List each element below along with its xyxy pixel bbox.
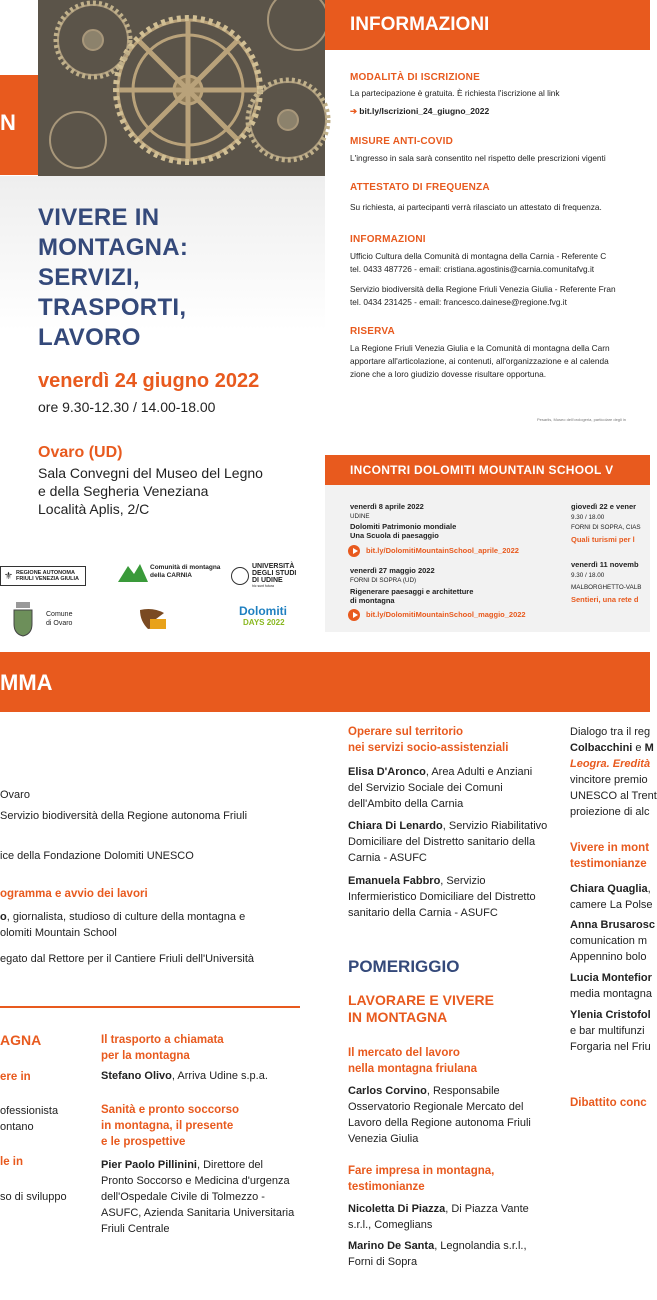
event-title-line: Rigenerare paesaggi e architetture [350, 587, 474, 596]
comune-line: Comune [46, 611, 73, 618]
speaker-name: Anna Brusarosc [570, 919, 655, 931]
speaker-name: Pier Paolo Pillinini [101, 1159, 197, 1171]
heading-line: IN MONTAGNA [348, 1009, 448, 1025]
info-text: Ufficio Cultura della Comunità di montagna della Carnia - Referente C [350, 251, 607, 261]
event-date: giovedì 22 e vener [571, 502, 637, 511]
program-block [570, 881, 653, 913]
program-line: ontano [0, 1121, 34, 1133]
speaker-name: Lucia Montefior [570, 972, 652, 984]
program-heading [101, 1102, 239, 1150]
event-link-text[interactable]: bit.ly/DolomitiMountainSchool_aprile_2022 [366, 545, 519, 555]
program-heading [348, 1045, 477, 1077]
seal-icon [231, 567, 249, 585]
program-block [348, 818, 547, 866]
program-block [570, 970, 652, 1002]
program-line: Dialogo tra il reg [570, 726, 651, 738]
speaker-name: o [0, 911, 7, 923]
heading-line: Operare sul territorio [348, 726, 464, 738]
hero-photo-gears [38, 0, 325, 176]
speaker-role: dell'Ospedale Civile di Tolmezzo - [101, 1191, 265, 1203]
info-text: tel. 0433 487726 - email: cristiana.agostinis@carnia.comunitafvg.it [350, 264, 595, 274]
speaker-name: Elisa D'Aronco [348, 766, 426, 778]
speaker-role: Forgaria nel Friu [570, 1041, 651, 1053]
program-line: vincitore premio [570, 774, 648, 786]
event-hours: 9.30 / 18.00 [571, 514, 605, 521]
logo-dolomiti-days [239, 604, 287, 627]
event-date: venerdì 8 aprile 2022 [350, 502, 424, 511]
section-divider [0, 1006, 300, 1008]
info-text: apportare all'articolazione, ai contenuti, all'organizzazione e al calenda [350, 356, 609, 366]
event-date: venerdì 27 maggio 2022 [350, 566, 435, 575]
speaker-role: , giornalista, studioso di culture della montagna e [6, 911, 246, 923]
program-heading: le in [0, 1156, 24, 1168]
speaker-name: Nicoletta Di Piazza [348, 1203, 446, 1215]
pomeriggio-heading: POMERIGGIO [348, 957, 460, 976]
logo-uniud [231, 563, 296, 589]
program-line [0, 909, 245, 925]
speaker-name: Chiara Di Lenardo [348, 820, 443, 832]
uniud-line: DI UDINE [252, 577, 283, 584]
uniud-motto: hic sunt futura [252, 584, 274, 588]
event-place: MALBORGHETTO-VALB [571, 584, 642, 591]
speaker-role: Osservatorio Regionale Mercato del [348, 1101, 524, 1113]
speaker-role: camere La Polse [570, 899, 653, 911]
program-heading: ogramma e avvio dei lavori [0, 888, 148, 900]
speaker-role: Forni di Sopra [348, 1256, 418, 1268]
program-line: Ovaro [0, 789, 30, 801]
speaker-role: ASUFC, Azienda Sanitaria Universitaria [101, 1207, 295, 1219]
event-title [350, 587, 473, 605]
event-title-line: di montagna [350, 596, 395, 605]
info-heading-iscrizione: MODALITÀ DI ISCRIZIONE [350, 72, 480, 83]
program-heading [570, 840, 649, 872]
program-block [348, 873, 536, 921]
photo-credit: Pesariis, Museo dell'orologeria, particolare degli in [537, 417, 627, 422]
event-title [38, 203, 318, 353]
speaker-name: M [644, 742, 654, 754]
program-heading [348, 724, 508, 756]
program-line: ice della Fondazione Dolomiti UNESCO [0, 850, 194, 862]
program-line: egato dal Rettore per il Cantiere Friuli dell'Università [0, 953, 254, 965]
programma-header-title: MMA [0, 670, 53, 695]
logo-comune-ovaro [12, 602, 72, 636]
heading-line: Sanità e pronto soccorso [101, 1104, 240, 1116]
info-heading-covid: MISURE ANTI-COVID [350, 136, 454, 147]
event-link-text[interactable]: bit.ly/DolomitiMountainSchool_maggio_2022 [366, 609, 526, 619]
program-line [101, 1068, 268, 1084]
info-heading-riserva: RISERVA [350, 326, 395, 337]
dolomiti-word: Dolomiti [239, 604, 287, 618]
incontri-header-title: INCONTRI DOLOMITI MOUNTAIN SCHOOL V [350, 463, 614, 477]
registration-link-text[interactable]: bit.ly/Iscrizioni_24_giugno_2022 [359, 106, 490, 116]
eagle-icon: ⚜ [4, 570, 13, 582]
speaker-role: Lavoro della Regione autonoma Friuli [348, 1117, 531, 1129]
event-hours: ore 9.30-12.30 / 14.00-18.00 [38, 399, 216, 415]
info-heading-informazioni: INFORMAZIONI [350, 234, 426, 245]
speaker-name: Colbacchini [570, 742, 633, 754]
carnia-line: della CARNIA [150, 572, 192, 579]
event-date: venerdì 11 novemb [571, 560, 639, 569]
info-heading-attestato: ATTESTATO DI FREQUENZA [350, 182, 490, 193]
logo-parco-dolomiti-friulane [138, 607, 168, 632]
program-block [348, 764, 532, 812]
program-block [101, 1157, 294, 1237]
title-line: LAVORO [38, 324, 141, 351]
speaker-role: Friuli Centrale [101, 1223, 170, 1235]
left-tab-letter: N [0, 110, 16, 135]
speaker-role: media montagna [570, 988, 652, 1000]
event-link[interactable]: Sentieri, una rete d [571, 595, 639, 604]
speaker-role: , Servizio [440, 875, 486, 887]
program-heading: Dibattito conc [570, 1097, 647, 1109]
heading-line: nella montagna friulana [348, 1063, 478, 1075]
info-text: L'ingresso in sala sarà consentito nel rispetto delle prescrizioni vigenti [350, 153, 606, 163]
event-link[interactable] [348, 545, 519, 557]
speaker-role: , Servizio Riabilitativo [442, 820, 548, 832]
program-line: olomiti Mountain School [0, 927, 117, 939]
info-text: Servizio biodiversità della Regione Friuli Venezia Giulia - Referente Fran [350, 284, 616, 294]
speaker-role: , [647, 883, 651, 895]
comune-line: di Ovaro [46, 620, 73, 627]
eagle-logo-icon [138, 607, 168, 632]
arrow-right-icon: ➔ [350, 106, 360, 116]
info-header-title: INFORMAZIONI [350, 14, 490, 35]
event-place: UDINE [350, 513, 370, 520]
event-hours: 9.30 / 18.00 [571, 572, 605, 579]
info-text: zione che a loro giudizio dovesse risultare opportuna. [350, 369, 547, 379]
heading-line: per la montagna [101, 1050, 190, 1062]
logo-carnia [118, 562, 220, 582]
event-title-line: Una Scuola di paesaggio [350, 531, 439, 540]
event-place: FORNI DI SOPRA (UD) [350, 577, 417, 584]
program-line: proiezione di alc [570, 806, 650, 818]
connector: e [632, 742, 645, 754]
event-link[interactable] [348, 609, 526, 621]
coat-of-arms-icon [12, 602, 34, 636]
mountains-icon [118, 562, 148, 582]
info-header [325, 0, 650, 50]
speaker-role: , Arriva Udine s.p.a. [171, 1070, 268, 1082]
speaker-name: Carlos Corvino [348, 1085, 427, 1097]
program-line: UNESCO al Trent [570, 790, 657, 802]
speaker-name: Ylenia Cristofol [570, 1009, 651, 1021]
event-place: FORNI DI SOPRA, CIAS [571, 524, 641, 531]
speaker-name: Marino De Santa [348, 1240, 435, 1252]
speaker-role: , Area Adulti e Anziani [425, 766, 533, 778]
speaker-role: sanitario della Carnia - ASUFC [348, 907, 498, 919]
uniud-line: UNIVERSITÀ [252, 563, 295, 570]
title-line: MONTAGNA: [38, 234, 189, 261]
heading-line: in montagna, il presente [101, 1120, 234, 1132]
left-orange-tab [0, 75, 38, 175]
section-heading [348, 992, 494, 1026]
title-line: TRASPORTI, [38, 294, 187, 321]
speaker-name: Chiara Quaglia [570, 883, 648, 895]
speaker-name: Stefano Olivo [101, 1070, 172, 1082]
speaker-role: dell'Ambito della Carnia [348, 798, 464, 810]
heading-line: Il mercato del lavoro [348, 1047, 460, 1059]
program-block [570, 917, 655, 965]
speaker-role: , Legnolandia s.r.l., [434, 1240, 527, 1252]
speaker-role: Infermieristico Domiciliare del Distretto [348, 891, 536, 903]
heading-line: LAVORARE E VIVERE [348, 992, 494, 1008]
heading-line: Vivere in mont [570, 842, 650, 854]
title-line: SERVIZI, [38, 264, 140, 291]
program-block [348, 1083, 531, 1147]
registration-link[interactable] [350, 106, 489, 118]
speaker-role: s.r.l., Comeglians [348, 1219, 433, 1231]
heading-line: testimonianze [570, 858, 647, 870]
program-line: Servizio biodiversità della Regione autonoma Friuli [0, 810, 248, 822]
venue-line: e della Segheria Veneziana [38, 483, 209, 499]
speaker-role: Carnia - ASUFC [348, 852, 427, 864]
speaker-name: Emanuela Fabbro [348, 875, 441, 887]
speaker-role: , Direttore del [196, 1159, 263, 1171]
speaker-role: e bar multifunzi [570, 1025, 645, 1037]
programma-header [0, 652, 650, 712]
program-line [570, 740, 654, 756]
info-text: Su richiesta, ai partecipanti verrà rilasciato un attestato di frequenza. [350, 202, 602, 212]
speaker-role: , Di Piazza Vante [445, 1203, 529, 1215]
speaker-role: Pronto Soccorso e Medicina d'urgenza [101, 1175, 290, 1187]
logo-regione-fvg: ⚜ REGIONE AUTONOMA FRIULI VENEZIA GIULIA [0, 566, 86, 586]
program-block [570, 772, 657, 820]
speaker-role: , Responsabile [426, 1085, 500, 1097]
heading-line: Il trasporto a chiamata [101, 1034, 224, 1046]
venue-line: Località Aplis, 2/C [38, 501, 150, 517]
play-icon [348, 609, 360, 621]
speaker-role: Venezia Giulia [348, 1133, 419, 1145]
play-icon [348, 545, 360, 557]
carnia-line: Comunità di montagna [150, 564, 221, 571]
info-text: tel. 0434 231425 - email: francesco.dainese@regione.fvg.it [350, 297, 567, 307]
uniud-line: DEGLI STUDI [252, 570, 297, 577]
program-line: so di sviluppo [0, 1191, 67, 1203]
heading-line: testimonianze [348, 1181, 425, 1193]
info-text: La Regione Friuli Venezia Giulia e la Comunità di montagna della Carn [350, 343, 610, 353]
program-block [348, 1238, 527, 1270]
film-title: Leogra. Eredità [570, 758, 651, 770]
program-heading [348, 1163, 494, 1195]
heading-line: nei servizi socio-assistenziali [348, 742, 509, 754]
incontri-header [325, 455, 650, 485]
venue-city: Ovaro (UD) [38, 444, 123, 461]
heading-line: Fare impresa in montagna, [348, 1165, 495, 1177]
venue-line: Sala Convegni del Museo del Legno [38, 465, 263, 481]
program-heading [101, 1032, 224, 1064]
event-title-line: Dolomiti Patrimonio mondiale [350, 522, 457, 531]
section-heading: AGNA [0, 1032, 42, 1048]
program-line: ofessionista [0, 1105, 59, 1117]
event-link[interactable]: Quali turismi per l [571, 535, 635, 544]
speaker-role: del Servizio Sociale dei Comuni [348, 782, 503, 794]
program-heading: ere in [0, 1071, 31, 1083]
speaker-role: comunication m [570, 935, 648, 947]
event-title [350, 522, 456, 540]
event-date: venerdì 24 giugno 2022 [38, 370, 260, 392]
title-line: VIVERE IN [38, 204, 160, 231]
heading-line: e le prospettive [101, 1136, 186, 1148]
speaker-role: Appennino bolo [570, 951, 647, 963]
info-text: La partecipazione è gratuita. È richiesta l'iscrizione al link [350, 88, 560, 98]
program-block [570, 1007, 651, 1055]
program-block [348, 1201, 529, 1233]
speaker-role: Domiciliare del Distretto sanitario della [348, 836, 536, 848]
days-word: DAYS 2022 [243, 618, 285, 627]
